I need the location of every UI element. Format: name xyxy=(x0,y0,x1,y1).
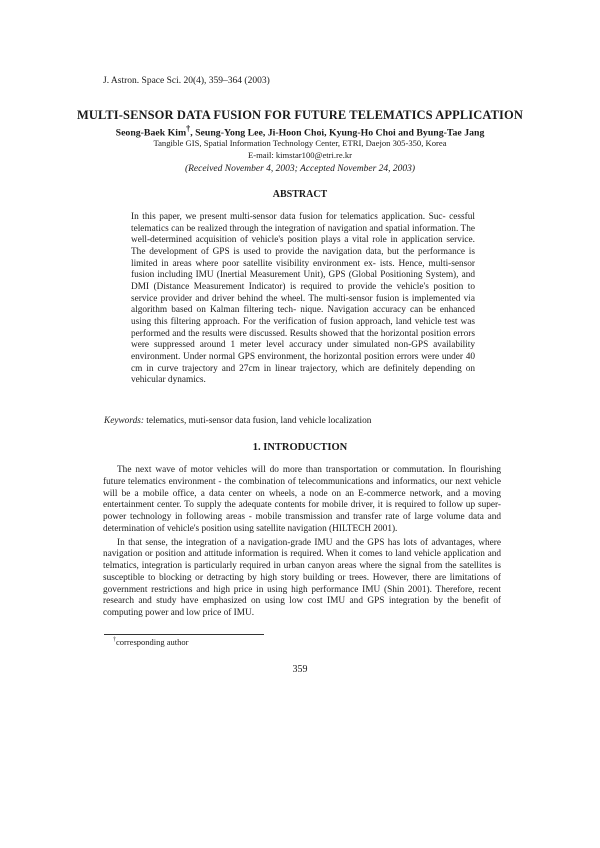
received-dates: (Received November 4, 2003; Accepted November 24, 2003) xyxy=(184,164,416,174)
abstract-text xyxy=(131,212,475,387)
abstract-line: information. The well-determined acquisition of vehicle's position plays a vital role xyxy=(131,223,476,246)
keywords-text: telematics, muti-sensor data fusion, land vehicle localization xyxy=(143,416,372,426)
footnote xyxy=(113,637,188,647)
introduction-body xyxy=(103,465,501,620)
body-paragraph: The next wave of motor vehicles will do more than transportation or commutation. In flourishing future telematics environment - the combination of telecommunications and informatics, our next vehicle will be a mobile office, a data center on wheels, a node on an E-commerce network, and a moving entertainment center. To supply the adequate contents for mobile driver, it is required to follow up super-power technology in following areas - mobile transmission and transfer rate of large volume data and determination of vehicle's position using satellite navigation (HILTECH 2001). xyxy=(103,465,501,534)
body-paragraph: In that sense, the integration of a navigation-grade IMU and the GPS has lots of advantages, where navigation or position and attitude information is required. When it comes to land vehicle application and telmatics, integration is particularly required in urban canyon areas where the signal from the satellites is susceptible to blocking or detracting by high story building or trees. However, there are limitations of government restrictions and high price in using high performance IMU (Shin 2001). Therefore, recent research and study have emphasized on using low cost IMU and GPS integration by the benefit of computing power and low price of IMU. xyxy=(103,537,501,618)
abstract-line: normal GPS environment, the horizontal position errors were under 40 cm in curve xyxy=(131,351,475,374)
abstract-line: In this paper, we present multi-sensor data fusion for telematics application. Suc- xyxy=(131,212,446,222)
abstract-line: ists. Hence, multi-sensor fusion including IMU (Inertial Measurement Unit), GPS xyxy=(131,258,476,281)
abstract-heading: ABSTRACT xyxy=(272,189,328,200)
journal-reference: J. Astron. Space Sci. 20(4), 359–364 (2003) xyxy=(103,76,270,86)
abstract-line: to provide the vehicle's position to service provider and driver behind the wheel. The xyxy=(131,281,476,304)
abstract-line: verification of fusion approach, land vehicle test was performed and the results were xyxy=(131,316,475,339)
email: E-mail: kimstar100@etri.re.kr xyxy=(247,150,353,160)
abstract-line: nique. Navigation accuracy can be enhanced using this filtering approach. For the xyxy=(131,305,475,327)
abstract-line: 1 meter level accuracy under simulated non-GPS availability environment. Under xyxy=(131,340,475,362)
abstract-line: dynamics. xyxy=(167,375,206,386)
footnote-rule xyxy=(104,634,264,635)
abstract-line: multi-sensor fusion is implemented via algorithm based on Kalman filtering tech- xyxy=(131,293,475,316)
abstract-line: cessful telematics can be realized through the integration of navigation and spatial xyxy=(131,212,475,234)
corresponding-mark: † xyxy=(186,124,191,133)
abstract-line: (Global Positioning System), and DMI (Distance Measurement Indicator) is required xyxy=(131,270,475,292)
other-authors: , Seung-Yong Lee, Ji-Hoon Choi, Kyung-Ho Choi and Byung-Tae Jang xyxy=(190,127,485,139)
keywords-label: Keywords: xyxy=(104,416,144,426)
footnote-text: corresponding author xyxy=(116,637,189,647)
abstract-line: in application service. The development of GPS is used to provide the navigation data, xyxy=(131,235,475,257)
abstract-line: discussed. Results showed that the horizontal position errors were suppressed around xyxy=(131,328,475,351)
abstract-line: but the performance is limited in areas where poor satellite visibility environment ex- xyxy=(131,246,476,269)
footnote-mark: † xyxy=(113,637,116,644)
paper-title: MULTI-SENSOR DATA FUSION FOR FUTURE TELEMATICS APPLICATION xyxy=(77,108,523,122)
author-list xyxy=(60,124,540,138)
first-author: Seong-Baek Kim xyxy=(115,127,187,139)
page-number: 359 xyxy=(292,664,308,675)
keywords xyxy=(104,416,504,426)
section-heading-introduction: 1. INTRODUCTION xyxy=(252,442,348,453)
abstract-line: trajectory and 27cm in linear trajectory, which are definitely depending on vehicular xyxy=(131,363,476,386)
affiliation: Tangible GIS, Spatial Information Technology Center, ETRI, Daejon 305-350, Korea xyxy=(153,138,447,148)
